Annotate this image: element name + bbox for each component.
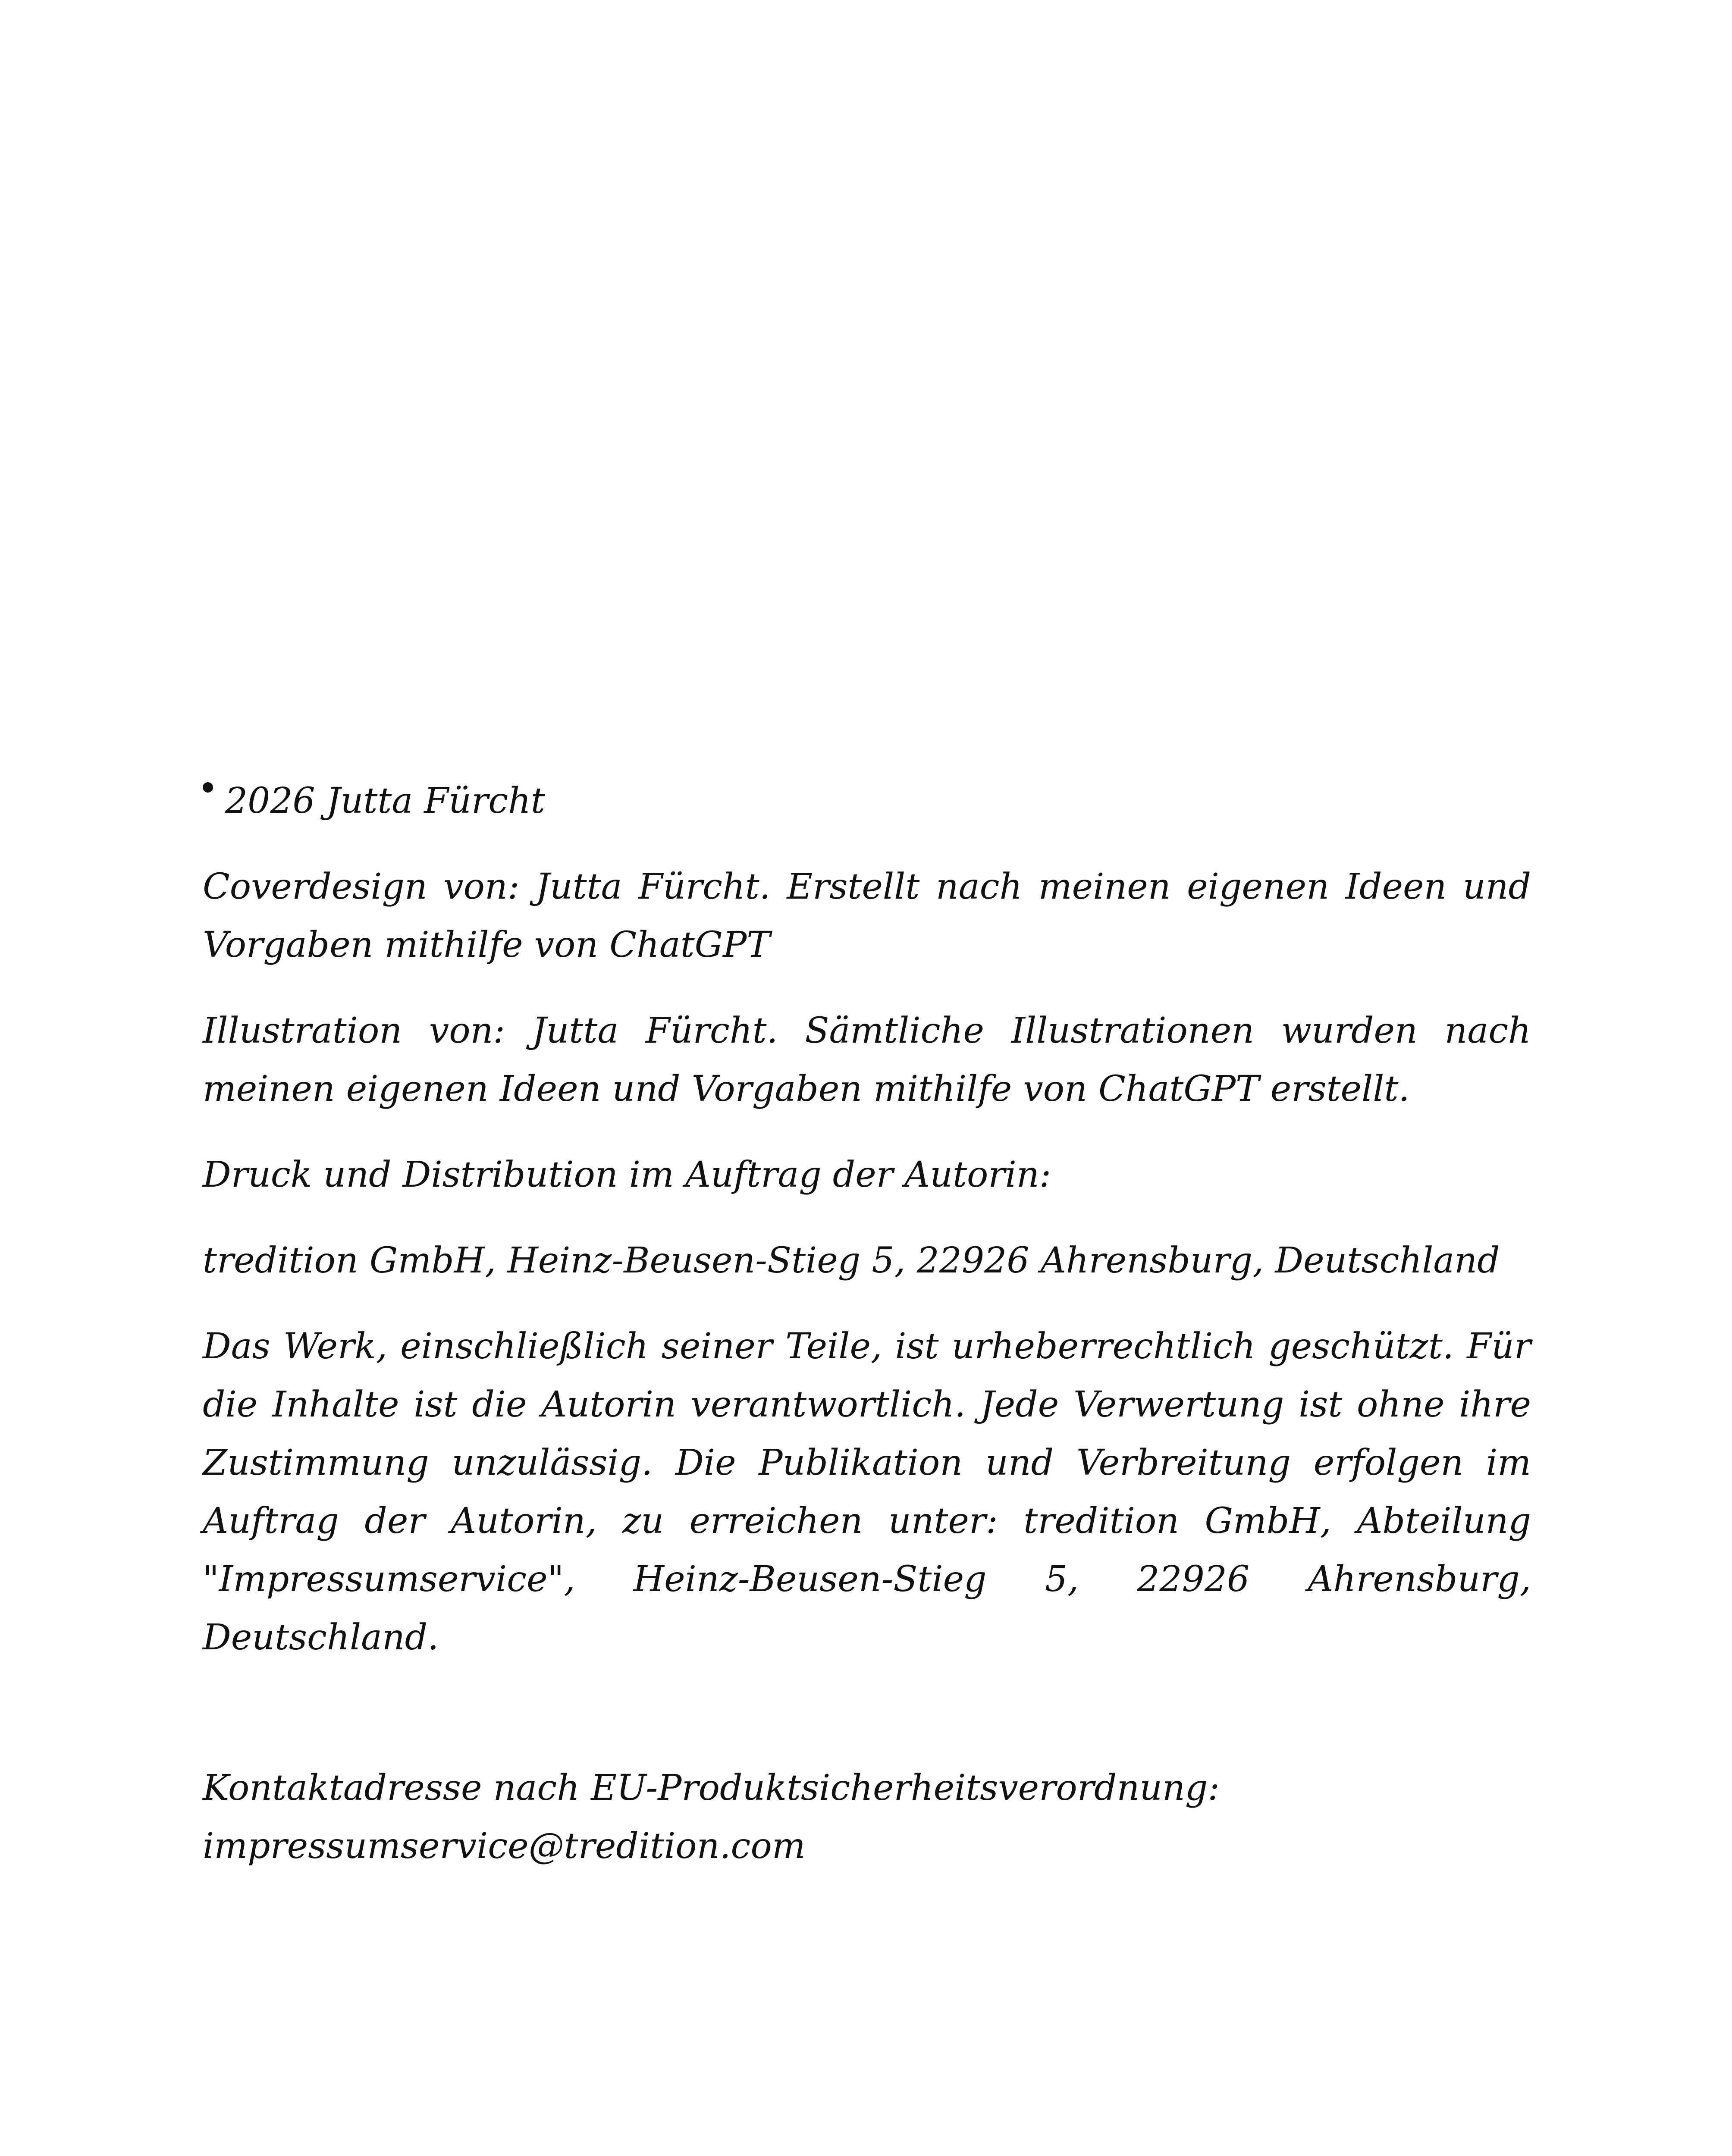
copyright-text: 2026 Jutta Fürcht	[225, 780, 545, 821]
rights-notice: Das Werk, einschließlich seiner Teile, ist urheberrechtlich geschützt. Für die Inhalte ist die Autorin verantwortlich. Jede Verwertung ist ohne ihre Zustimmung unzulässig. Die Publikation und Verbreitung erfolgen im Auftrag der Autorin, zu erreichen unter: tredition GmbH, Abteilung "Impressumservice", Heinz-Beusen-Stieg 5, 22926 Ahrensburg, Deutschland.	[203, 1326, 1531, 1658]
contact-email[interactable]: impressumservice@tredition.com	[203, 1826, 806, 1867]
contact-heading: Kontaktadresse nach EU-Produktsicherheitsverordnung:	[203, 1767, 1220, 1808]
copyright-line	[203, 772, 1531, 830]
contact-block	[203, 1759, 1531, 1875]
publisher-address: tredition GmbH, Heinz-Beusen-Stieg 5, 22926 Ahrensburg, Deutschland	[203, 1240, 1500, 1281]
print-distribution-heading: Druck und Distribution im Auftrag der Autorin:	[203, 1154, 1051, 1195]
copyright-dot-icon	[203, 782, 213, 793]
illustration-credit: Illustration von: Jutta Fürcht. Sämtliche Illustrationen wurden nach meinen eigenen Ideen und Vorgaben mithilfe von ChatGPT erstellt.	[203, 1010, 1531, 1109]
imprint-content	[203, 772, 1531, 1875]
section-spacer	[203, 1694, 1531, 1759]
cover-design-credit: Coverdesign von: Jutta Fürcht. Erstellt nach meinen eigenen Ideen und Vorgaben mithilfe von ChatGPT	[203, 866, 1531, 965]
